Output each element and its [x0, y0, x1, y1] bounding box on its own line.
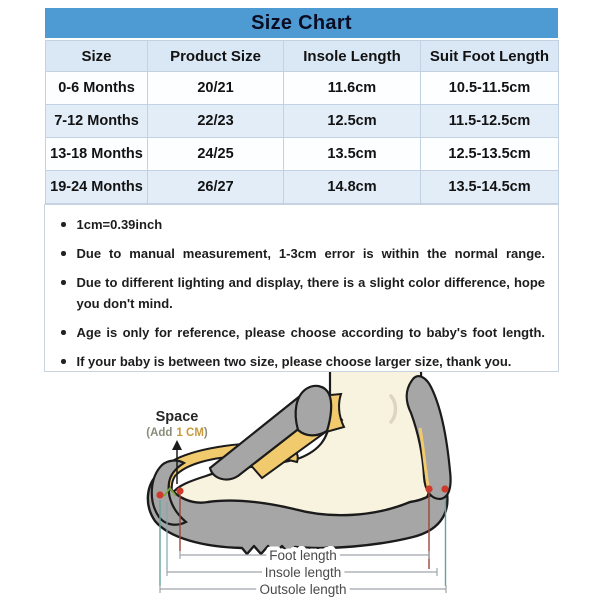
table-row	[46, 138, 559, 171]
bullet-icon	[61, 280, 66, 285]
cell-product-size: 24/25	[148, 138, 284, 171]
cell-age: 19-24 Months	[46, 171, 148, 204]
col-header-size: Size	[46, 41, 148, 72]
cell-insole-length: 11.6cm	[284, 72, 421, 105]
page-title: Size Chart	[251, 11, 352, 34]
cell-insole-length: 12.5cm	[284, 105, 421, 138]
table-row	[46, 72, 559, 105]
notes-list	[45, 205, 558, 372]
size-table	[45, 40, 559, 204]
table-row	[46, 171, 559, 204]
space-label: Space	[155, 409, 199, 425]
cell-age: 0-6 Months	[46, 72, 148, 105]
bullet-icon	[61, 222, 66, 227]
note-item	[61, 322, 545, 343]
cell-product-size: 22/23	[148, 105, 284, 138]
bullet-icon	[61, 359, 66, 364]
ankle-strap	[296, 386, 332, 436]
cell-suit-foot-length: 11.5-12.5cm	[421, 105, 559, 138]
note-text: Due to different lighting and display, there is a slight color difference, hope you don't mind.	[76, 275, 545, 311]
note-text: Due to manual measurement, 1-3cm error is within the normal range.	[76, 246, 545, 261]
col-header-suit-foot-length: Suit Foot Length	[421, 41, 559, 72]
insole-length-label: Insole length	[264, 565, 342, 580]
foot-length-label: Foot length	[269, 548, 337, 563]
note-item	[61, 243, 545, 264]
col-header-product-size: Product Size	[148, 41, 284, 72]
outsole-length-label: Outsole length	[259, 582, 347, 597]
cell-insole-length: 14.8cm	[284, 171, 421, 204]
cell-age: 7-12 Months	[46, 105, 148, 138]
table-header-row	[46, 41, 559, 72]
cell-suit-foot-length: 10.5-11.5cm	[421, 72, 559, 105]
cell-product-size: 26/27	[148, 171, 284, 204]
note-text: If your baby is between two size, please choose larger size, thank you.	[76, 354, 512, 369]
cell-suit-foot-length: 12.5-13.5cm	[421, 138, 559, 171]
note-text: Age is only for reference, please choose according to baby's foot length.	[76, 325, 545, 340]
bullet-icon	[61, 251, 66, 256]
shoe-measurement-diagram	[40, 372, 560, 600]
cell-age: 13-18 Months	[46, 138, 148, 171]
note-item	[61, 214, 545, 235]
bullet-icon	[61, 330, 66, 335]
cell-suit-foot-length: 13.5-14.5cm	[421, 171, 559, 204]
notes-box	[44, 204, 559, 372]
note-text: 1cm=0.39inch	[76, 217, 163, 232]
note-item	[61, 351, 545, 372]
title-bar	[45, 8, 558, 38]
cell-insole-length: 13.5cm	[284, 138, 421, 171]
col-header-insole-length: Insole Length	[284, 41, 421, 72]
size-chart-section	[45, 8, 558, 204]
space-note: (Add 1 CM)	[146, 427, 208, 439]
note-item	[61, 272, 545, 314]
cell-product-size: 20/21	[148, 72, 284, 105]
table-row	[46, 105, 559, 138]
